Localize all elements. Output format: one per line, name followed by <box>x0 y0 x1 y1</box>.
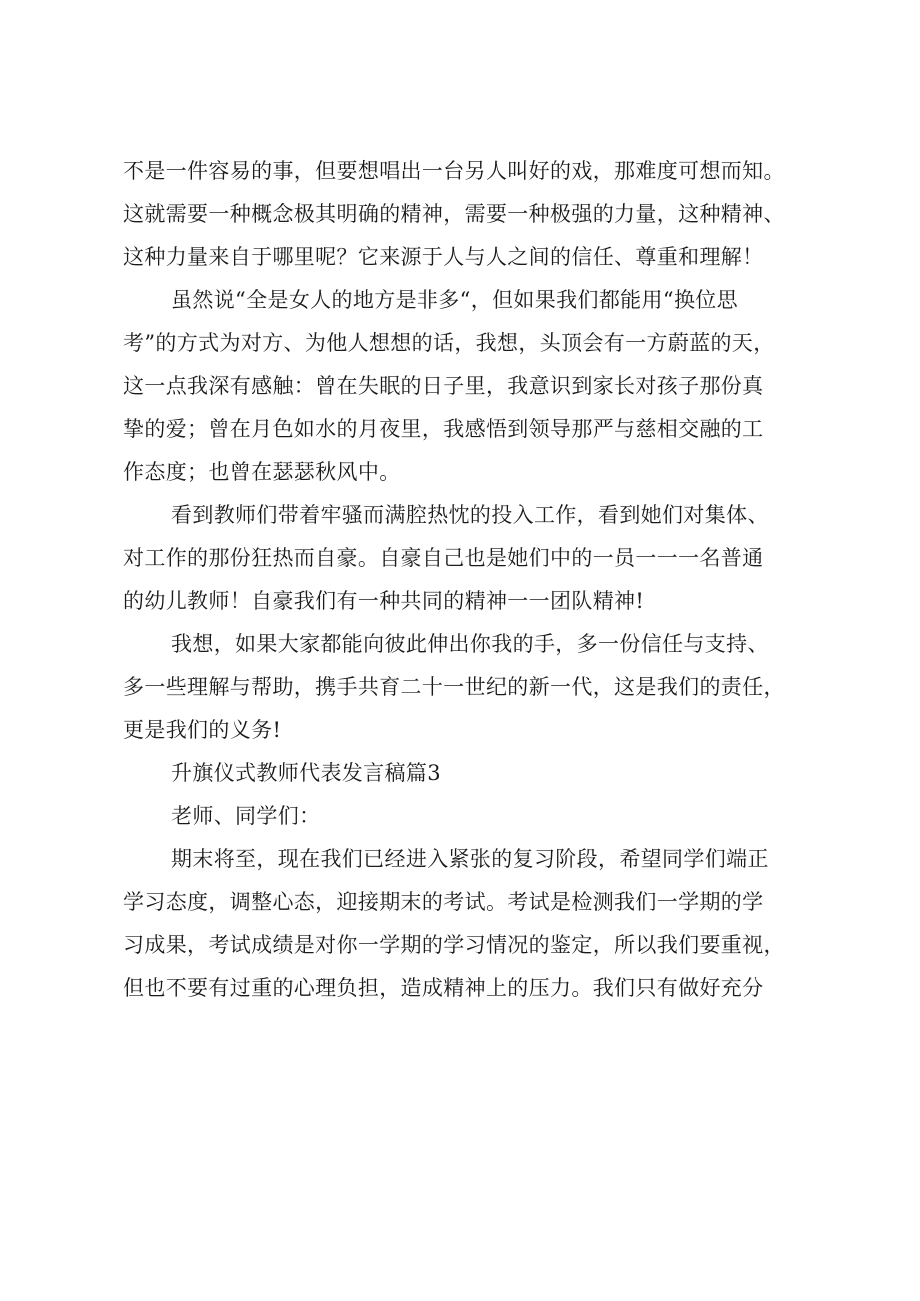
document-body <box>123 150 823 1010</box>
text-line: 多一些理解与帮助，携手共育二十一世纪的新一代，这是我们的责任， <box>123 675 785 699</box>
text-line: 学习态度，调整心态，迎接期末的考试。考试是检测我们一学期的学 <box>123 890 764 914</box>
text-line: 的幼儿教师！自豪我们有一种共同的精神一一团队精神! <box>123 589 645 613</box>
text-line: 期末将至，现在我们已经进入紧张的复习阶段，希望同学们端正 <box>171 847 769 871</box>
text-line: 虽然说“全是女人的地方是非多“，但如果我们都能用“换位思 <box>171 288 739 312</box>
text-line: 不是一件容易的事，但要想唱出一台另人叫好的戏，那难度可想而知。 <box>123 159 785 183</box>
text-line: 这一点我深有感触：曾在失眠的日子里，我意识到家长对孩子那份真 <box>123 374 764 398</box>
text-line: 这种力量来自于哪里呢？它来源于人与人之间的信任、尊重和理解！ <box>123 245 764 269</box>
text-line: 看到教师们带着牢骚而满腔热忱的投入工作，看到她们对集体、 <box>171 503 769 527</box>
text-line: 但也不要有过重的心理负担，造成精神上的压力。我们只有做好充分 <box>123 976 764 1000</box>
text-line: 这就需要一种概念极其明确的精神，需要一种极强的力量，这种精神、 <box>123 202 785 226</box>
salutation: 老师、同学们： <box>171 804 321 828</box>
text-line: 我想，如果大家都能向彼此伸出你我的手，多一份信任与支持、 <box>171 632 769 656</box>
text-line: 对工作的那份狂热而自豪。自豪自己也是她们中的一员一一一名普通 <box>123 546 764 570</box>
text-line: 考”的方式为对方、为他人想想的话，我想，头顶会有一方蔚蓝的天， <box>123 331 775 355</box>
section-heading: 升旗仪式教师代表发言稿篇3 <box>171 761 441 785</box>
text-line: 更是我们的义务! <box>123 718 282 742</box>
text-line: 作态度；也曾在瑟瑟秋风中。 <box>123 460 401 484</box>
text-line: 挚的爱；曾在月色如水的月夜里，我感悟到领导那严与慈相交融的工 <box>123 417 764 441</box>
text-line: 习成果，考试成绩是对你一学期的学习情况的鉴定，所以我们要重视， <box>123 933 785 957</box>
